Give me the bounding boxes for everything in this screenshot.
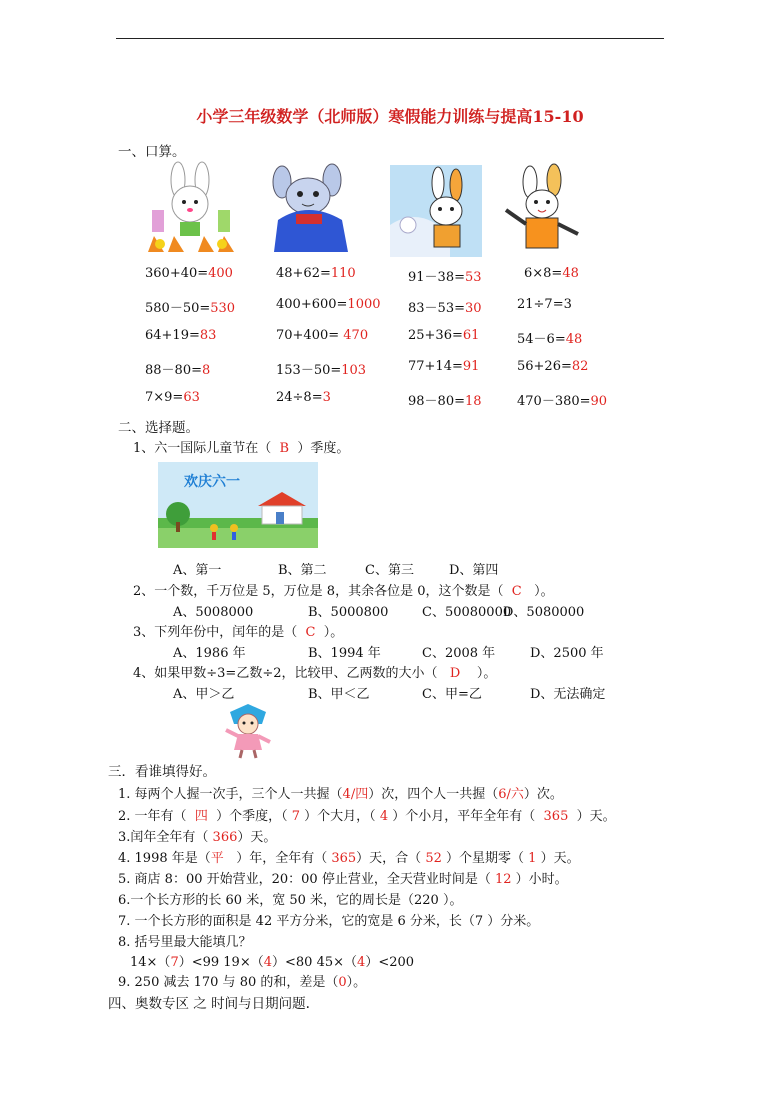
section-4-heading: 四、奥数专区 之 时间与日期问题. <box>108 996 310 1012</box>
oral-item: 6×8=48 <box>524 266 579 281</box>
section-2-heading: 二、选择题。 <box>118 420 199 436</box>
q4-option-d: D、无法确定 <box>530 687 606 702</box>
bunny-picture-1 <box>144 160 240 252</box>
oral-item: 83－53=30 <box>408 301 482 316</box>
q1-option-a: A、第一 <box>173 563 222 578</box>
fill-line-9: 9. 250 减去 170 与 80 的和，差是（0）。 <box>118 975 367 990</box>
oral-item: 24÷8=3 <box>276 390 331 405</box>
q3-option-c: C、2008 年 <box>422 646 496 661</box>
oral-item: 88－80=8 <box>145 363 211 378</box>
oral-item: 470－380=90 <box>517 394 608 409</box>
question-3: 3、下列年份中，闰年的是（ C ）。 <box>133 625 344 640</box>
q2-option-c: C、50080000 <box>422 605 512 620</box>
rabbit-picture-3 <box>390 165 482 257</box>
fill-line-4: 4. 1998 年是（平 ）年，全年有（ 365）天，合（ 52 ）个星期零（ 1 ）天。 <box>118 851 580 866</box>
oral-item: 48+62=110 <box>276 266 356 281</box>
oral-item: 77+14=91 <box>408 359 480 374</box>
section-3-heading: 三．看谁填得好。 <box>108 764 216 780</box>
q3-option-d: D、2500 年 <box>530 646 604 661</box>
oral-item: 91－38=53 <box>408 270 482 285</box>
q1-option-d: D、第四 <box>449 563 499 578</box>
fill-line-3: 3.闰年全年有（ 366）天。 <box>118 830 277 845</box>
oral-item: 98－80=18 <box>408 394 482 409</box>
oral-item: 54－6=48 <box>517 332 583 347</box>
fill-line-8-answers: 14×（7）<99 19×（4）<80 45×（4）<200 <box>130 955 415 970</box>
q4-option-c: C、甲=乙 <box>422 687 482 702</box>
page-title: 小学三年级数学（北师版）寒假能力训练与提高15-10 <box>196 107 584 126</box>
top-rule <box>116 38 664 39</box>
fill-line-6: 6.一个长方形的长 60 米，宽 50 米，它的周长是（220 ）。 <box>118 893 463 908</box>
oral-item: 400+600=1000 <box>276 297 381 312</box>
oral-item: 360+40=400 <box>145 266 233 281</box>
q3-option-a: A、1986 年 <box>173 646 246 661</box>
childrens-day-banner-picture <box>158 462 318 548</box>
oral-item: 56+26=82 <box>517 359 589 374</box>
fill-line-8: 8. 括号里最大能填几？ <box>118 935 252 950</box>
q1-option-c: C、第三 <box>365 563 414 578</box>
q2-option-a: A、5008000 <box>173 605 254 620</box>
fill-line-7: 7. 一个长方形的面积是 42 平方分米，它的宽是 6 分米，长（7 ）分米。 <box>118 914 540 929</box>
oral-item: 21÷7=3 <box>517 297 572 312</box>
oral-item: 153－50=103 <box>276 363 367 378</box>
question-2: 2、一个数，千万位是 5，万位是 8，其余各位是 0，这个数是（ C ）。 <box>133 584 554 599</box>
question-4: 4、如果甲数÷3=乙数÷2，比较甲、乙两数的大小（ D ）。 <box>133 666 497 681</box>
rabbit-picture-2 <box>268 160 354 252</box>
banner-text: 欢庆六一 <box>184 474 240 490</box>
section-1-heading: 一、口算。 <box>118 144 186 160</box>
q2-option-b: B、5000800 <box>308 605 389 620</box>
q3-option-b: B、1994 年 <box>308 646 381 661</box>
question-1: 1、六一国际儿童节在（ B ）季度。 <box>133 441 350 456</box>
rabbit-picture-4 <box>500 162 586 254</box>
oral-item: 7×9=63 <box>145 390 200 405</box>
q4-option-a: A、甲＞乙 <box>173 687 235 702</box>
q4-option-b: B、甲＜乙 <box>308 687 370 702</box>
fill-line-2: 2. 一年有（ 四 ）个季度，（ 7 ）个大月，（ 4 ）个小月，平年全年有（ 365 ）天。 <box>118 809 616 824</box>
oral-item: 70+400= 470 <box>276 328 369 343</box>
fill-line-5: 5. 商店 8：00 开始营业，20：00 停止营业，全天营业时间是（ 12 ）小时。 <box>118 872 568 887</box>
oral-item: 64+19=83 <box>145 328 217 343</box>
fill-line-1: 1. 每两个人握一次手，三个人一共握（4/四）次，四个人一共握（6/六）次。 <box>118 787 563 802</box>
q1-option-b: B、第二 <box>278 563 327 578</box>
q2-option-d: D、5080000 <box>503 605 585 620</box>
oral-item: 25+36=61 <box>408 328 480 343</box>
oral-item: 580－50=530 <box>145 301 236 316</box>
cartoon-girl-picture <box>222 702 274 760</box>
